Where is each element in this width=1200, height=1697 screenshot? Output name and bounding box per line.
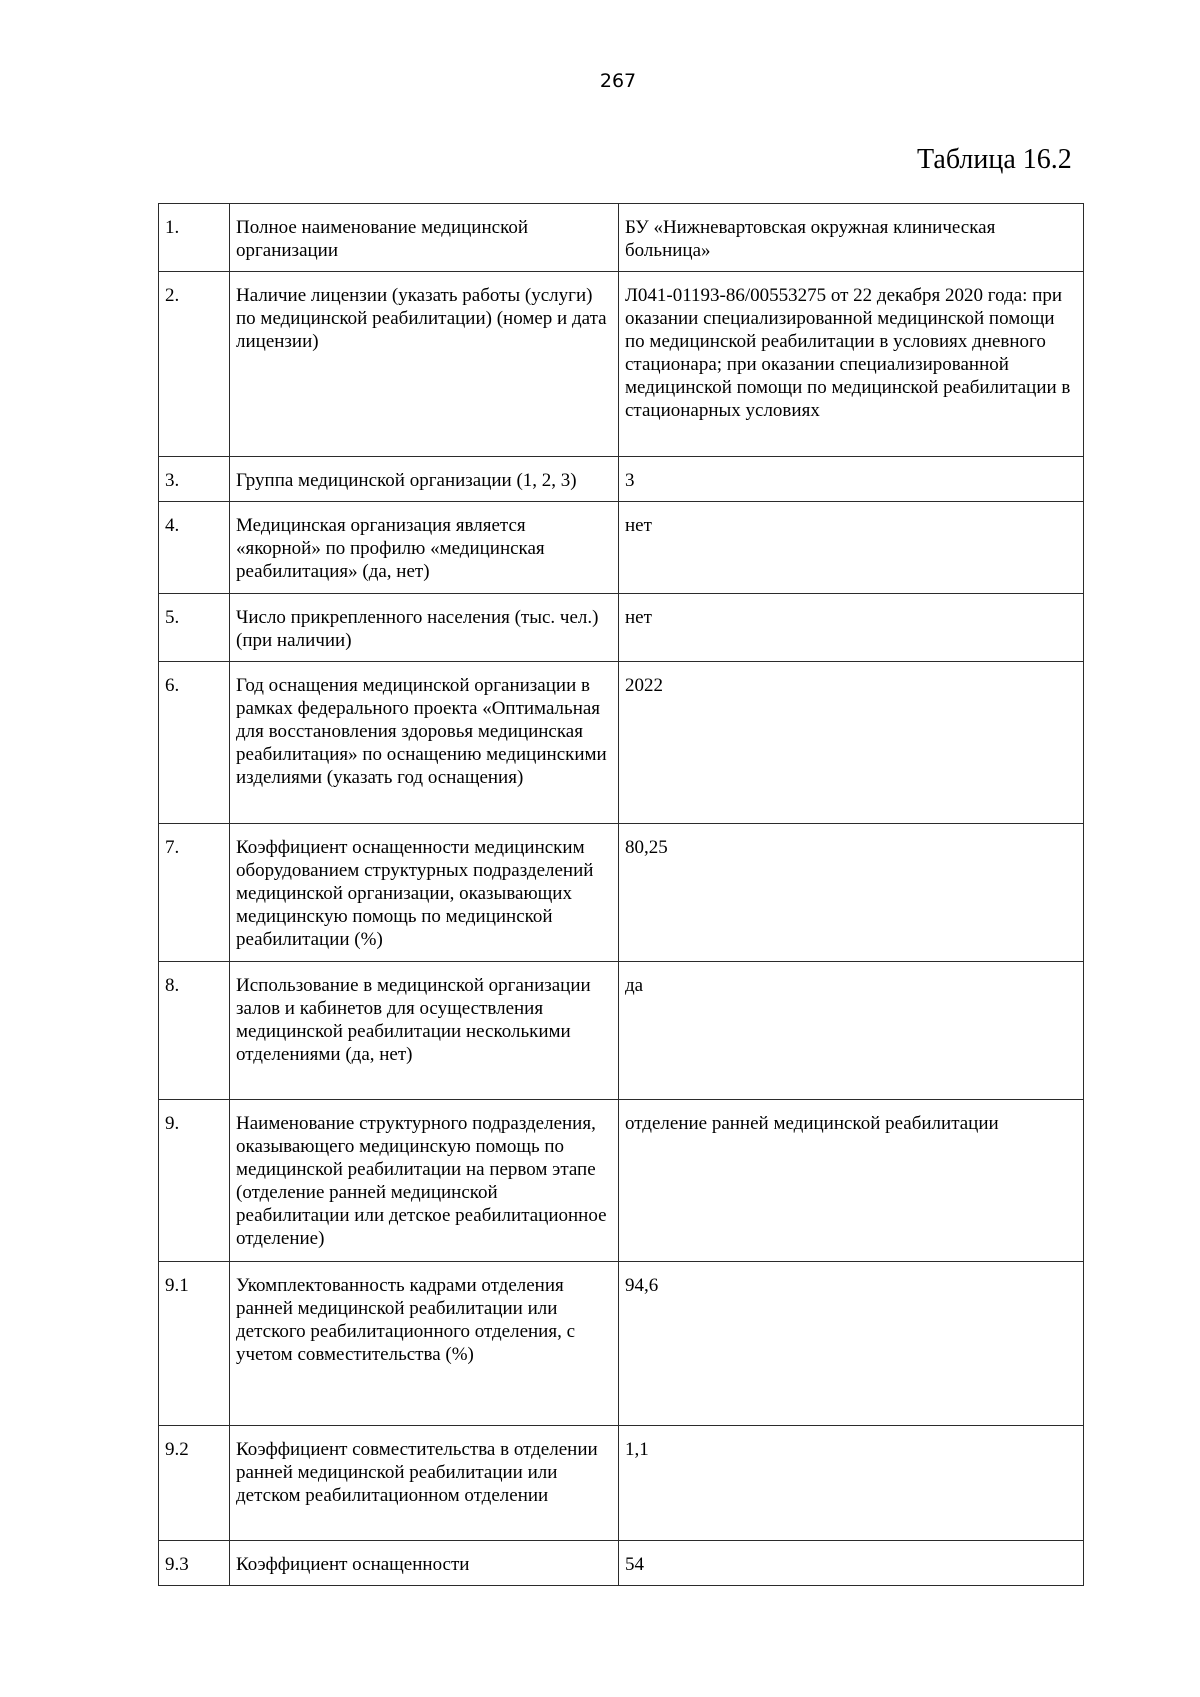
table-row	[159, 204, 1084, 272]
row-number: 3.	[159, 457, 230, 502]
table-row	[159, 1426, 1084, 1541]
row-number: 4.	[159, 502, 230, 594]
row-parameter: Число прикрепленного населения (тыс. чел.) (при наличии)	[230, 594, 619, 662]
row-number: 9.3	[159, 1541, 230, 1586]
row-value: 54	[619, 1541, 1084, 1586]
row-number: 6.	[159, 662, 230, 824]
row-value: да	[619, 962, 1084, 1100]
row-number: 5.	[159, 594, 230, 662]
row-parameter: Коэффициент оснащенности медицинским оборудованием структурных подразделений медицинской организации, оказывающих медицинскую помощь по медицинской реабилитации (%)	[230, 824, 619, 962]
row-value: 1,1	[619, 1426, 1084, 1541]
row-parameter: Полное наименование медицинской организации	[230, 204, 619, 272]
row-parameter: Медицинская организация является «якорной» по профилю «медицинская реабилитация» (да, нет)	[230, 502, 619, 594]
row-value: нет	[619, 594, 1084, 662]
table-row	[159, 502, 1084, 594]
row-value: БУ «Нижневартовская окружная клиническая больница»	[619, 204, 1084, 272]
row-value: нет	[619, 502, 1084, 594]
row-number: 9.	[159, 1100, 230, 1262]
row-value: 94,6	[619, 1262, 1084, 1426]
page-number: 267	[599, 70, 637, 92]
row-number: 1.	[159, 204, 230, 272]
info-table	[158, 203, 1084, 1586]
table-row	[159, 662, 1084, 824]
row-parameter: Коэффициент оснащенности	[230, 1541, 619, 1586]
row-parameter: Коэффициент совместительства в отделении ранней медицинской реабилитации или детском реабилитационном отделении	[230, 1426, 619, 1541]
row-parameter: Год оснащения медицинской организации в рамках федерального проекта «Оптимальная для восстановления здоровья медицинская реабилитация» по оснащению медицинскими изделиями (указать год оснащения)	[230, 662, 619, 824]
row-number: 9.2	[159, 1426, 230, 1541]
row-parameter: Группа медицинской организации (1, 2, 3)	[230, 457, 619, 502]
row-parameter: Укомплектованность кадрами отделения ранней медицинской реабилитации или детского реабилитационного отделения, с учетом совместительства (%)	[230, 1262, 619, 1426]
table-row	[159, 1262, 1084, 1426]
table-row	[159, 1100, 1084, 1262]
row-number: 9.1	[159, 1262, 230, 1426]
row-parameter: Наименование структурного подразделения, оказывающего медицинскую помощь по медицинской реабилитации на первом этапе (отделение ранней медицинской реабилитации или детское реабилитационное отделение)	[230, 1100, 619, 1262]
row-number: 2.	[159, 272, 230, 457]
table-row	[159, 962, 1084, 1100]
row-parameter: Наличие лицензии (указать работы (услуги) по медицинской реабилитации) (номер и дата лицензии)	[230, 272, 619, 457]
row-parameter: Использование в медицинской организации залов и кабинетов для осуществления медицинской реабилитации несколькими отделениями (да, нет)	[230, 962, 619, 1100]
table-row	[159, 594, 1084, 662]
table-row	[159, 272, 1084, 457]
row-value: 2022	[619, 662, 1084, 824]
table-row	[159, 1541, 1084, 1586]
row-number: 8.	[159, 962, 230, 1100]
row-value: Л041-01193-86/00553275 от 22 декабря 2020 года: при оказании специализированной медицинской помощи по медицинской реабилитации в условиях дневного стационара; при оказании специализированной медицинской помощи по медицинской реабилитации в стационарных условиях	[619, 272, 1084, 457]
row-value: 3	[619, 457, 1084, 502]
row-value: отделение ранней медицинской реабилитации	[619, 1100, 1084, 1262]
table-row	[159, 457, 1084, 502]
table-caption: Таблица 16.2	[917, 144, 1072, 175]
row-value: 80,25	[619, 824, 1084, 962]
row-number: 7.	[159, 824, 230, 962]
table-row	[159, 824, 1084, 962]
